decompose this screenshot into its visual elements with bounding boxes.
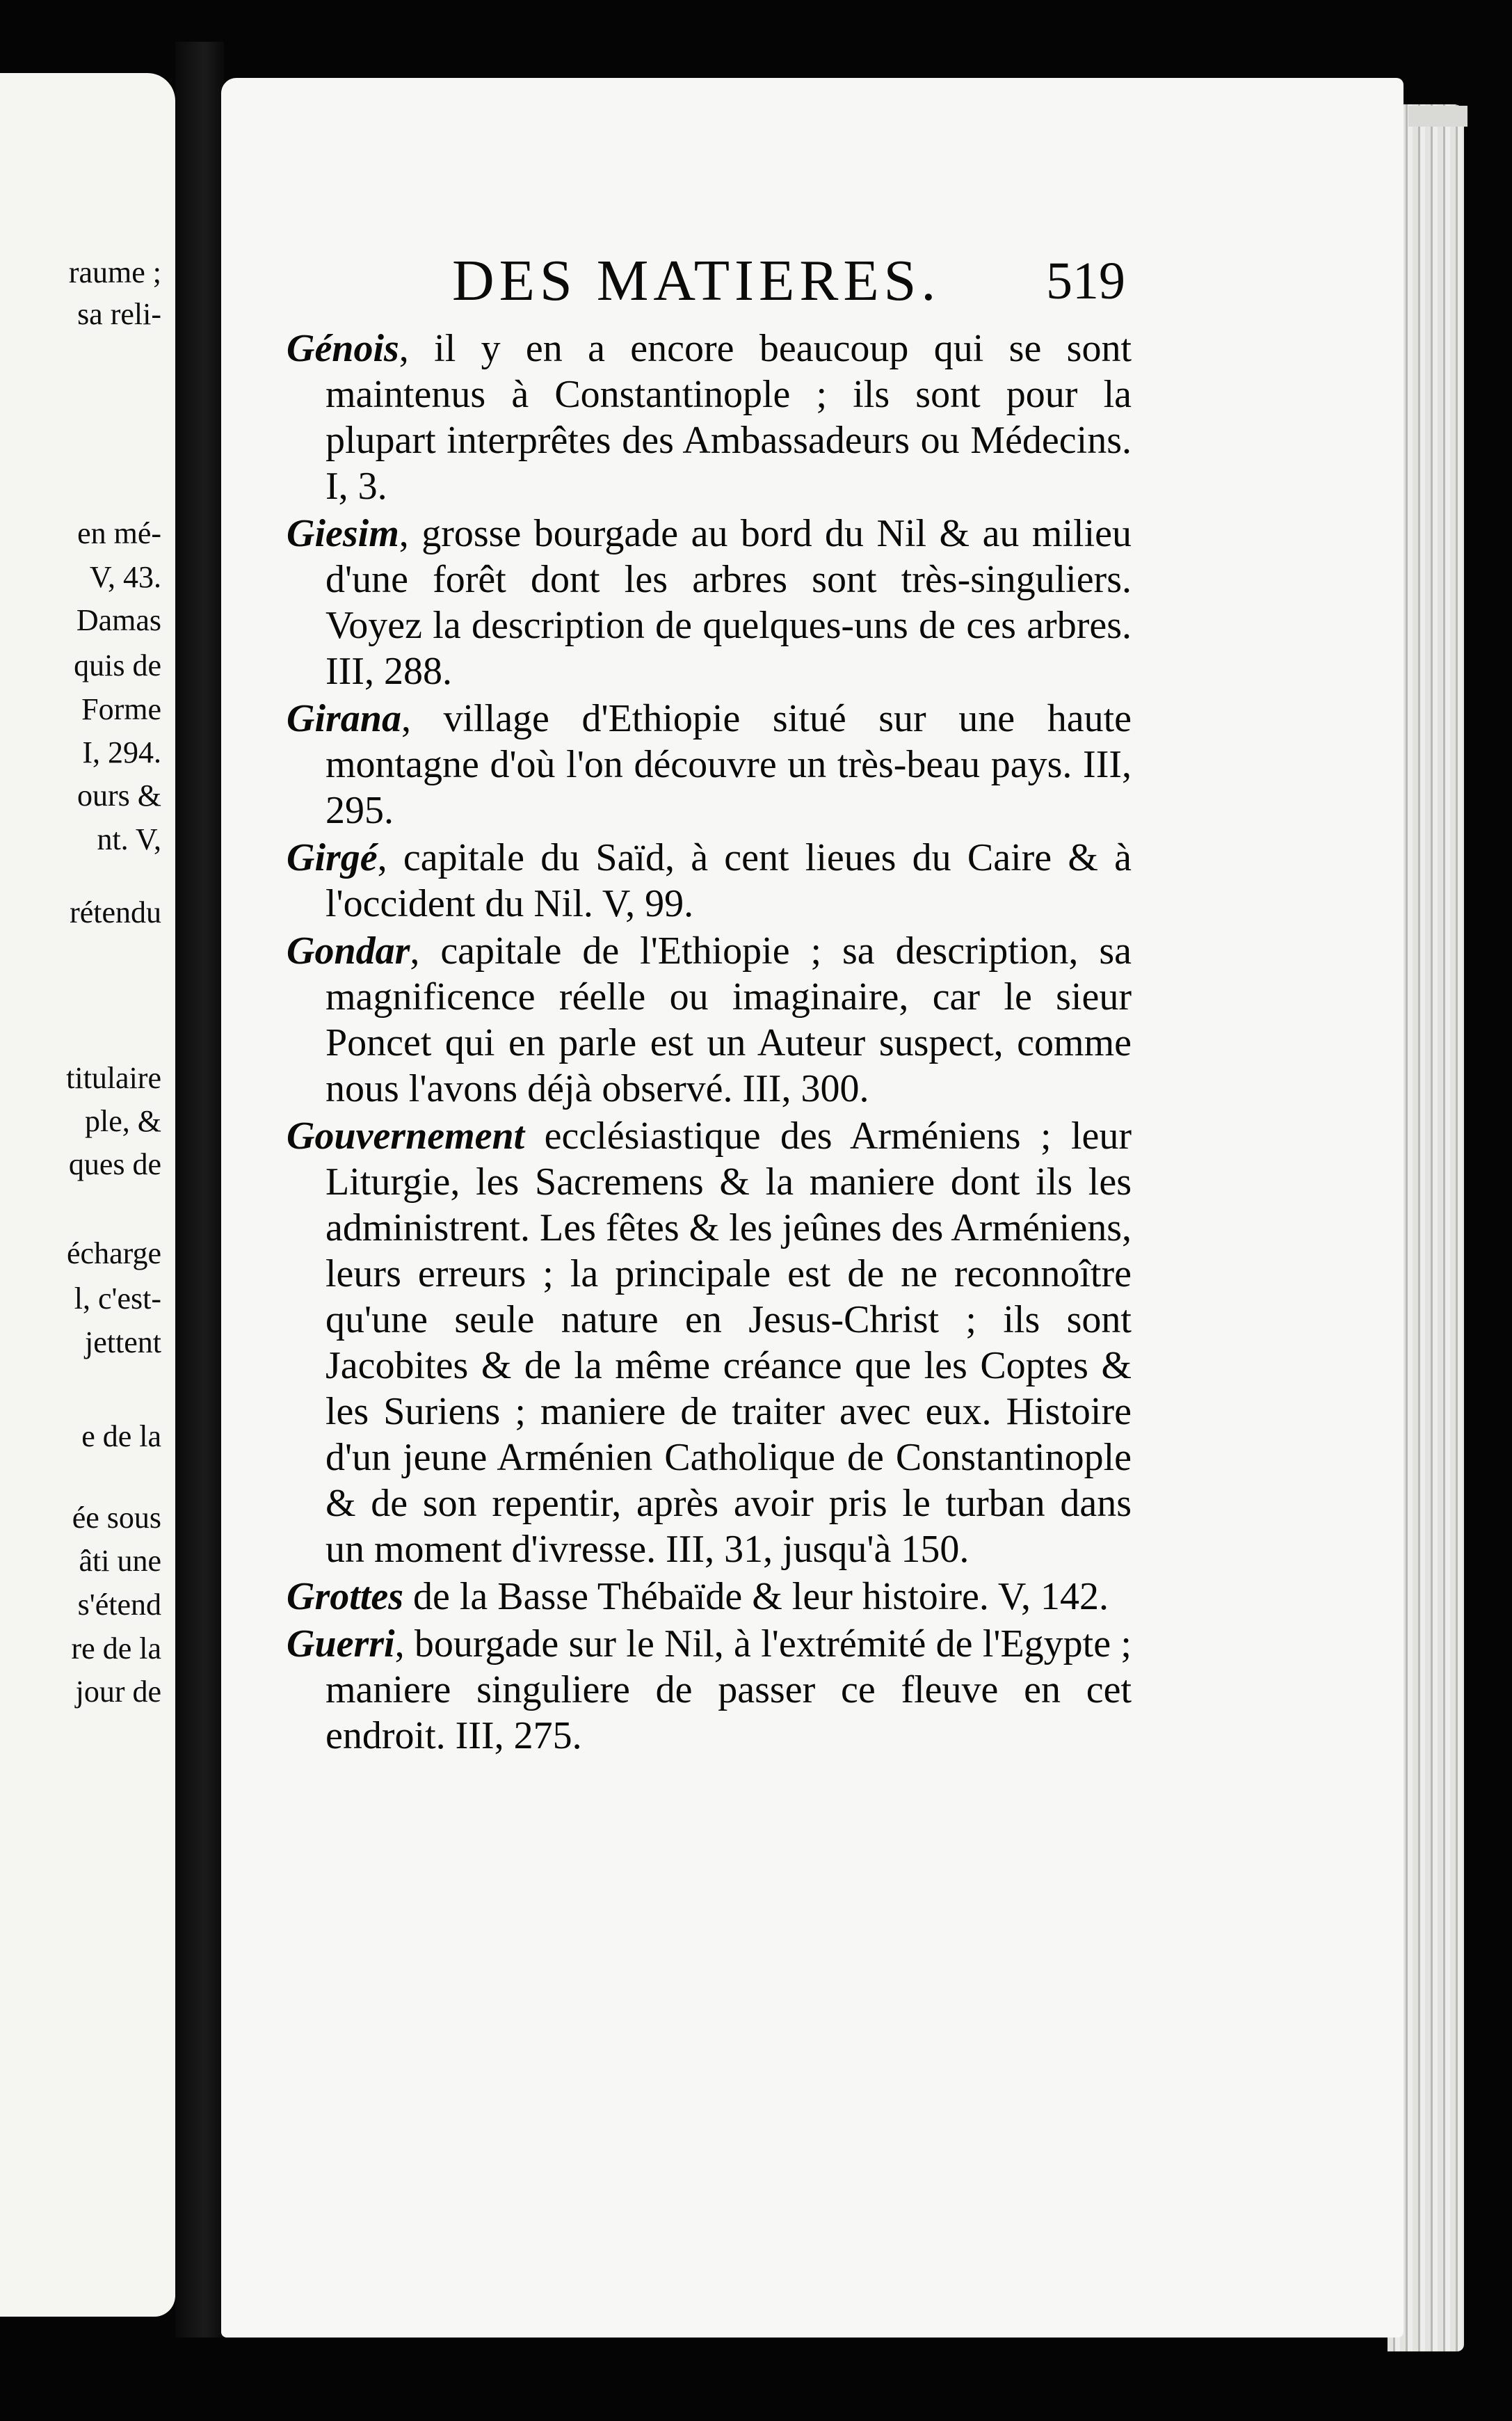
- left-page-line: V, 43.: [89, 560, 161, 594]
- running-head: DES MATIERES.: [452, 248, 941, 313]
- left-page-line: e de la: [81, 1419, 161, 1453]
- left-page-line: ours &: [77, 778, 161, 813]
- left-page-line: Damas: [76, 603, 161, 637]
- entry-headword: Guerri: [287, 1622, 395, 1665]
- page-header: [452, 247, 1134, 330]
- index-entry: [287, 835, 1132, 927]
- index-entry: [287, 1574, 1132, 1620]
- entry-text: , capitale du Saïd, à cent lieues du Caire & à l'occident du Nil. V, 99.: [325, 836, 1132, 925]
- entry-text: , capitale de l'Ethiopie ; sa description, sa magnificence réelle ou imaginaire, car le sieur Poncet qui en parle est un Auteur suspect, comme nous l'avons déjà observé. III, 300.: [325, 929, 1132, 1110]
- entry-headword: Gondar: [287, 929, 410, 973]
- entry-text: , grosse bourgade au bord du Nil & au milieu d'une forêt dont les arbres sont très-singuliers. Voyez la description de quelques-uns de ces arbres. III, 288.: [325, 512, 1132, 693]
- entry-headword: Giesim: [287, 512, 399, 555]
- left-page-line: nt. V,: [97, 822, 161, 856]
- entry-text: , village d'Ethiopie situé sur une haute montagne d'où l'on découvre un très-beau pays. III, 295.: [325, 697, 1132, 832]
- book-gutter: [175, 42, 224, 2338]
- left-page-line: jettent: [85, 1325, 161, 1359]
- entry-text: de la Basse Thébaïde & leur histoire. V, 142.: [403, 1575, 1109, 1618]
- left-page-line: s'étend: [77, 1588, 161, 1622]
- left-page-line: Forme: [81, 692, 161, 726]
- entry-text: , bourgade sur le Nil, à l'extrémité de l'Egypte ; maniere singuliere de passer ce fleuve en cet endroit. III, 275.: [325, 1622, 1132, 1757]
- entry-headword: Grottes: [287, 1575, 403, 1618]
- left-page-line: rétendu: [70, 895, 161, 929]
- entry-headword: Girana: [287, 697, 401, 740]
- index-entry: [287, 511, 1132, 694]
- left-page-line: jour de: [75, 1675, 161, 1709]
- entry-headword: Génois: [287, 327, 399, 370]
- page-edge-top: [1408, 106, 1467, 127]
- entry-text: , il y en a encore beaucoup qui se sont maintenus à Constantinople ; ils sont pour la plupart interprêtes des Ambassadeurs ou Médecins. I, 3.: [325, 327, 1132, 508]
- left-page-line: en mé-: [77, 516, 161, 550]
- left-page-line: ple, &: [85, 1104, 161, 1138]
- left-page-line: l, c'est-: [74, 1281, 161, 1316]
- entry-text: ecclésiastique des Arméniens ; leur Liturgie, les Sacremens & la maniere dont ils les administrent. Les fêtes & les jeûnes des Arméniens, leurs erreurs ; la principale est de ne reconnoître qu'une seule nature en Jesus-Christ ; ils sont Jacobites & de la même créance que les Coptes & les Suriens ; maniere de traiter avec eux. Histoire d'un jeune Arménien Catholique de Constantinople & de son repentir, après avoir pris le turban dans un moment d'ivresse. III, 31, jusqu'à 150.: [325, 1114, 1132, 1571]
- index-entry: [287, 326, 1132, 509]
- index-entries: [287, 326, 1132, 1760]
- left-page-line: I, 294.: [82, 735, 161, 769]
- left-page-line: ques de: [68, 1147, 161, 1181]
- index-entry: [287, 1621, 1132, 1759]
- left-page-line: titulaire: [66, 1061, 161, 1095]
- left-page-line: sa reli-: [77, 297, 161, 331]
- entry-headword: Gouvernement: [287, 1114, 525, 1158]
- left-page-line: ée sous: [72, 1501, 161, 1535]
- index-entry: [287, 928, 1132, 1112]
- left-page-line: écharge: [67, 1236, 161, 1270]
- page-number: 519: [1046, 252, 1125, 310]
- left-page: [0, 73, 175, 2317]
- index-entry: [287, 1113, 1132, 1572]
- index-entry: [287, 696, 1132, 833]
- left-page-line: âti une: [79, 1544, 161, 1578]
- entry-headword: Girgé: [287, 836, 378, 879]
- left-page-line: re de la: [71, 1631, 161, 1665]
- left-page-line: raume ;: [68, 255, 161, 289]
- left-page-line: quis de: [74, 648, 161, 682]
